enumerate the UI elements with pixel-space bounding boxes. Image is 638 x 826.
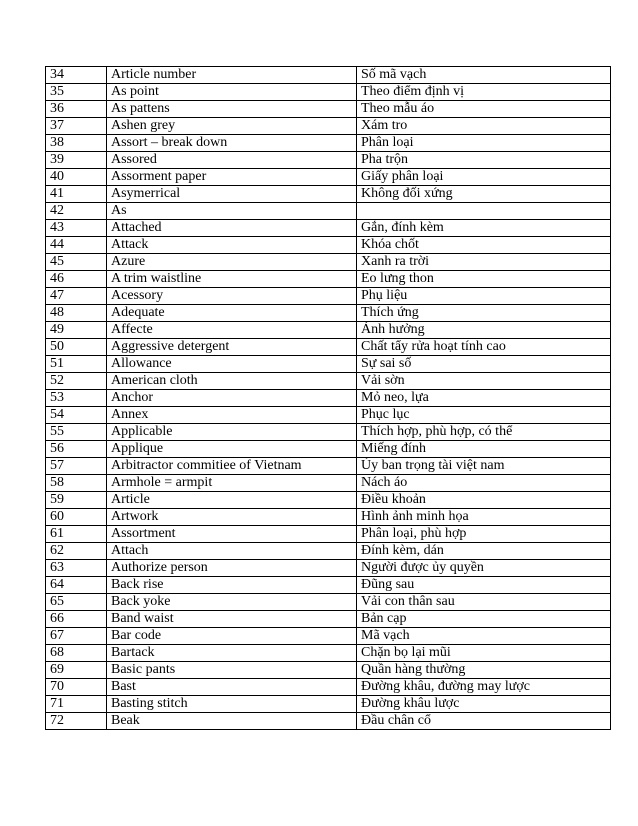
table-row	[46, 203, 611, 220]
table-row	[46, 67, 611, 84]
english-term-cell: As	[107, 203, 357, 220]
table-row	[46, 101, 611, 118]
row-number-cell: 63	[46, 560, 107, 577]
vietnamese-term-cell: Mã vạch	[357, 628, 611, 645]
vietnamese-term-cell: Thích hợp, phù hợp, có thể	[357, 424, 611, 441]
vietnamese-term-cell: Phục lục	[357, 407, 611, 424]
english-term-cell: Bar code	[107, 628, 357, 645]
table-row	[46, 509, 611, 526]
english-term-cell: Affecte	[107, 322, 357, 339]
vietnamese-term-cell: Phân loại	[357, 135, 611, 152]
glossary-table-body	[46, 67, 611, 730]
english-term-cell: Attached	[107, 220, 357, 237]
table-row	[46, 237, 611, 254]
table-row	[46, 220, 611, 237]
table-row	[46, 186, 611, 203]
vietnamese-term-cell: Không đối xứng	[357, 186, 611, 203]
vietnamese-term-cell: Điều khoản	[357, 492, 611, 509]
vietnamese-term-cell: Xám tro	[357, 118, 611, 135]
english-term-cell: Back rise	[107, 577, 357, 594]
table-row	[46, 543, 611, 560]
table-row	[46, 696, 611, 713]
table-row	[46, 645, 611, 662]
row-number-cell: 65	[46, 594, 107, 611]
row-number-cell: 60	[46, 509, 107, 526]
vietnamese-term-cell: Số mã vạch	[357, 67, 611, 84]
english-term-cell: Artwork	[107, 509, 357, 526]
vietnamese-term-cell: Xanh ra trời	[357, 254, 611, 271]
vietnamese-term-cell: Chất tẩy rửa hoạt tính cao	[357, 339, 611, 356]
row-number-cell: 40	[46, 169, 107, 186]
row-number-cell: 39	[46, 152, 107, 169]
english-term-cell: Bartack	[107, 645, 357, 662]
vietnamese-term-cell: Eo lưng thon	[357, 271, 611, 288]
english-term-cell: Aggressive detergent	[107, 339, 357, 356]
row-number-cell: 58	[46, 475, 107, 492]
english-term-cell: Assort – break down	[107, 135, 357, 152]
row-number-cell: 71	[46, 696, 107, 713]
row-number-cell: 70	[46, 679, 107, 696]
vietnamese-term-cell: Nách áo	[357, 475, 611, 492]
table-row	[46, 441, 611, 458]
row-number-cell: 61	[46, 526, 107, 543]
row-number-cell: 53	[46, 390, 107, 407]
row-number-cell: 55	[46, 424, 107, 441]
row-number-cell: 56	[46, 441, 107, 458]
english-term-cell: As pattens	[107, 101, 357, 118]
table-row	[46, 560, 611, 577]
table-row	[46, 169, 611, 186]
vietnamese-term-cell: Người được ủy quyền	[357, 560, 611, 577]
row-number-cell: 72	[46, 713, 107, 730]
english-term-cell: Azure	[107, 254, 357, 271]
vietnamese-term-cell: Khóa chốt	[357, 237, 611, 254]
table-row	[46, 713, 611, 730]
vietnamese-term-cell: Vải sờn	[357, 373, 611, 390]
row-number-cell: 35	[46, 84, 107, 101]
table-row	[46, 628, 611, 645]
english-term-cell: Allowance	[107, 356, 357, 373]
vietnamese-term-cell: Mỏ neo, lựa	[357, 390, 611, 407]
english-term-cell: Basting stitch	[107, 696, 357, 713]
row-number-cell: 42	[46, 203, 107, 220]
english-term-cell: Arbitractor commitiee of Vietnam	[107, 458, 357, 475]
table-row	[46, 305, 611, 322]
row-number-cell: 34	[46, 67, 107, 84]
table-row	[46, 356, 611, 373]
table-row	[46, 322, 611, 339]
english-term-cell: Bast	[107, 679, 357, 696]
row-number-cell: 67	[46, 628, 107, 645]
english-term-cell: Assored	[107, 152, 357, 169]
english-term-cell: Basic pants	[107, 662, 357, 679]
english-term-cell: Beak	[107, 713, 357, 730]
row-number-cell: 48	[46, 305, 107, 322]
glossary-table	[45, 66, 611, 730]
table-row	[46, 424, 611, 441]
row-number-cell: 38	[46, 135, 107, 152]
english-term-cell: Article number	[107, 67, 357, 84]
vietnamese-term-cell: Miếng đính	[357, 441, 611, 458]
table-row	[46, 84, 611, 101]
table-row	[46, 390, 611, 407]
table-row	[46, 662, 611, 679]
english-term-cell: Adequate	[107, 305, 357, 322]
english-term-cell: Applique	[107, 441, 357, 458]
table-row	[46, 373, 611, 390]
vietnamese-term-cell	[357, 203, 611, 220]
english-term-cell: As point	[107, 84, 357, 101]
table-row	[46, 407, 611, 424]
row-number-cell: 36	[46, 101, 107, 118]
english-term-cell: Acessory	[107, 288, 357, 305]
english-term-cell: American cloth	[107, 373, 357, 390]
english-term-cell: Authorize person	[107, 560, 357, 577]
table-row	[46, 152, 611, 169]
row-number-cell: 37	[46, 118, 107, 135]
vietnamese-term-cell: Chặn bọ lại mũi	[357, 645, 611, 662]
english-term-cell: Assortment	[107, 526, 357, 543]
row-number-cell: 41	[46, 186, 107, 203]
english-term-cell: Band waist	[107, 611, 357, 628]
row-number-cell: 69	[46, 662, 107, 679]
vietnamese-term-cell: Pha trộn	[357, 152, 611, 169]
vietnamese-term-cell: Phụ liệu	[357, 288, 611, 305]
english-term-cell: Ashen grey	[107, 118, 357, 135]
table-row	[46, 339, 611, 356]
vietnamese-term-cell: Theo mẫu áo	[357, 101, 611, 118]
table-row	[46, 118, 611, 135]
vietnamese-term-cell: Đính kèm, dán	[357, 543, 611, 560]
row-number-cell: 46	[46, 271, 107, 288]
vietnamese-term-cell: Ảnh hưởng	[357, 322, 611, 339]
english-term-cell: Anchor	[107, 390, 357, 407]
vietnamese-term-cell: Thích ứng	[357, 305, 611, 322]
table-row	[46, 611, 611, 628]
table-row	[46, 458, 611, 475]
vietnamese-term-cell: Vải con thân sau	[357, 594, 611, 611]
row-number-cell: 52	[46, 373, 107, 390]
english-term-cell: Armhole = armpit	[107, 475, 357, 492]
vietnamese-term-cell: Sự sai số	[357, 356, 611, 373]
vietnamese-term-cell: Đũng sau	[357, 577, 611, 594]
english-term-cell: Annex	[107, 407, 357, 424]
row-number-cell: 57	[46, 458, 107, 475]
row-number-cell: 62	[46, 543, 107, 560]
vietnamese-term-cell: Đường khâu, đường may lược	[357, 679, 611, 696]
english-term-cell: Applicable	[107, 424, 357, 441]
english-term-cell: Assorment paper	[107, 169, 357, 186]
row-number-cell: 68	[46, 645, 107, 662]
table-row	[46, 254, 611, 271]
vietnamese-term-cell: Giấy phân loại	[357, 169, 611, 186]
table-row	[46, 526, 611, 543]
table-row	[46, 679, 611, 696]
row-number-cell: 59	[46, 492, 107, 509]
vietnamese-term-cell: Bản cạp	[357, 611, 611, 628]
vietnamese-term-cell: Đường khâu lược	[357, 696, 611, 713]
table-row	[46, 271, 611, 288]
vietnamese-term-cell: Ủy ban trọng tài việt nam	[357, 458, 611, 475]
row-number-cell: 45	[46, 254, 107, 271]
vietnamese-term-cell: Hình ảnh minh họa	[357, 509, 611, 526]
row-number-cell: 50	[46, 339, 107, 356]
english-term-cell: Article	[107, 492, 357, 509]
table-row	[46, 594, 611, 611]
table-row	[46, 492, 611, 509]
vietnamese-term-cell: Quần hàng thường	[357, 662, 611, 679]
row-number-cell: 66	[46, 611, 107, 628]
english-term-cell: Attach	[107, 543, 357, 560]
english-term-cell: Back yoke	[107, 594, 357, 611]
row-number-cell: 64	[46, 577, 107, 594]
row-number-cell: 54	[46, 407, 107, 424]
table-row	[46, 135, 611, 152]
row-number-cell: 43	[46, 220, 107, 237]
table-row	[46, 577, 611, 594]
english-term-cell: Attack	[107, 237, 357, 254]
vietnamese-term-cell: Đầu chân cổ	[357, 713, 611, 730]
vietnamese-term-cell: Theo điểm định vị	[357, 84, 611, 101]
english-term-cell: Asymerrical	[107, 186, 357, 203]
row-number-cell: 51	[46, 356, 107, 373]
english-term-cell: A trim waistline	[107, 271, 357, 288]
row-number-cell: 47	[46, 288, 107, 305]
row-number-cell: 44	[46, 237, 107, 254]
vietnamese-term-cell: Phân loại, phù hợp	[357, 526, 611, 543]
table-row	[46, 288, 611, 305]
table-row	[46, 475, 611, 492]
row-number-cell: 49	[46, 322, 107, 339]
vietnamese-term-cell: Gắn, đính kèm	[357, 220, 611, 237]
